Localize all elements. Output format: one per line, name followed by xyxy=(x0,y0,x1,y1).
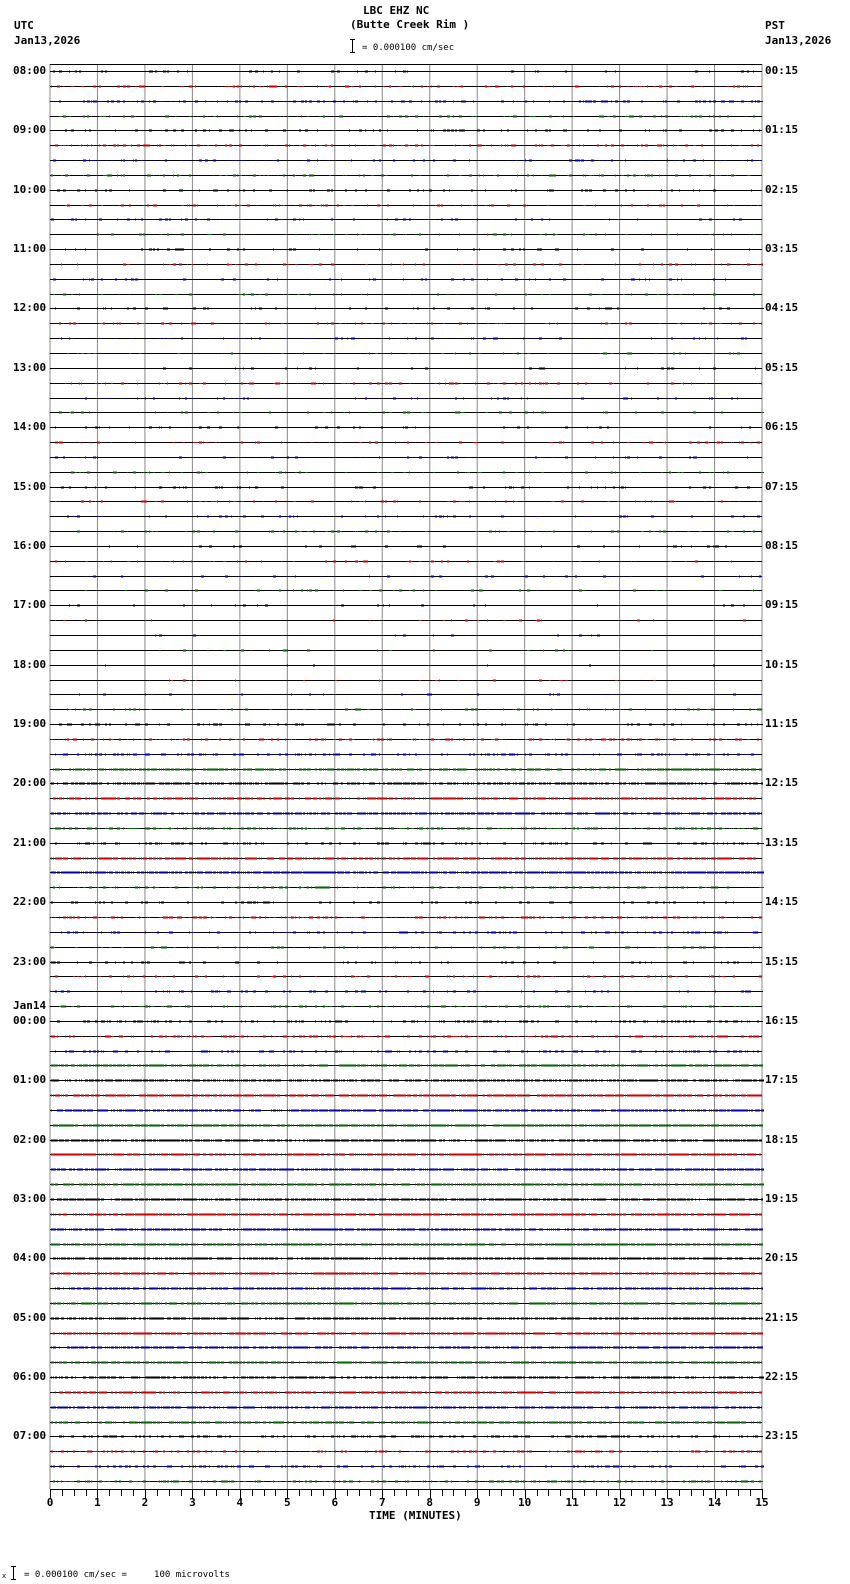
pst-hour-label: 02:15 xyxy=(765,183,799,196)
pst-hour-label: 05:15 xyxy=(765,361,799,374)
pst-hour-label: 14:15 xyxy=(765,895,799,908)
utc-hour-label: 07:00 xyxy=(13,1429,47,1442)
utc-hour-label: 13:00 xyxy=(13,361,47,374)
utc-hour-label: 18:00 xyxy=(13,658,47,671)
pst-hour-label: 18:15 xyxy=(765,1133,799,1146)
utc-hour-label: 17:00 xyxy=(13,598,47,611)
utc-hour-label: 01:00 xyxy=(13,1073,47,1086)
pst-hour-label: 04:15 xyxy=(765,301,799,314)
x-tick-label: 1 xyxy=(94,1496,101,1509)
utc-hour-label: 15:00 xyxy=(13,480,47,493)
utc-hour-label: 10:00 xyxy=(13,183,47,196)
x-tick-label: 4 xyxy=(236,1496,244,1509)
x-tick-label: 2 xyxy=(141,1496,149,1509)
left-timezone: UTC xyxy=(14,19,34,32)
pst-hour-label: 23:15 xyxy=(765,1429,799,1442)
footer-scale-bar-icon xyxy=(11,1566,16,1580)
utc-hour-label: 03:00 xyxy=(13,1192,47,1205)
utc-hour-label: 04:00 xyxy=(13,1251,47,1264)
x-tick-label: 14 xyxy=(707,1496,722,1509)
x-tick-label: 9 xyxy=(473,1496,481,1509)
pst-hour-label: 12:15 xyxy=(765,776,799,789)
pst-hour-label: 11:15 xyxy=(765,717,799,730)
pst-hour-label: 08:15 xyxy=(765,539,799,552)
pst-hour-label: 16:15 xyxy=(765,1014,799,1027)
utc-hour-label: 20:00 xyxy=(13,776,47,789)
footer-prefix: x xyxy=(2,1572,7,1580)
x-axis-label: TIME (MINUTES) xyxy=(369,1509,462,1522)
utc-hour-label: 16:00 xyxy=(13,539,47,552)
footer-scale-text: = 0.000100 cm/sec = 100 microvolts xyxy=(24,1570,230,1580)
pst-hour-label: 15:15 xyxy=(765,955,799,968)
utc-hour-label: 02:00 xyxy=(13,1133,47,1146)
right-date: Jan13,2026 xyxy=(765,34,832,47)
x-tick-label: 13 xyxy=(660,1496,674,1509)
pst-hour-label: 22:15 xyxy=(765,1370,799,1383)
x-tick-label: 0 xyxy=(46,1496,54,1509)
utc-hour-label: 09:00 xyxy=(13,123,47,136)
pst-hour-label: 21:15 xyxy=(765,1311,799,1324)
x-tick-label: 5 xyxy=(284,1496,291,1509)
utc-hour-label: 21:00 xyxy=(13,836,47,849)
site-name: (Butte Creek Rim ) xyxy=(350,18,470,31)
pst-hour-label: 19:15 xyxy=(765,1192,799,1205)
utc-hour-label: 00:00 xyxy=(13,1014,47,1027)
x-tick-label: 15 xyxy=(755,1496,769,1509)
utc-hour-label: 11:00 xyxy=(13,242,47,255)
utc-hour-label: 14:00 xyxy=(13,420,47,433)
utc-hour-label: 22:00 xyxy=(13,895,47,908)
x-tick-label: 8 xyxy=(426,1496,434,1509)
x-tick-label: 10 xyxy=(518,1496,532,1509)
utc-hour-label: 19:00 xyxy=(13,717,47,730)
utc-hour-label: 23:00 xyxy=(13,955,47,968)
pst-hour-label: 01:15 xyxy=(765,123,799,136)
pst-hour-label: 06:15 xyxy=(765,420,799,433)
x-tick-label: 6 xyxy=(331,1496,339,1509)
x-tick-label: 11 xyxy=(565,1496,579,1509)
pst-hour-label: 07:15 xyxy=(765,480,799,493)
utc-hour-label: 12:00 xyxy=(13,301,47,314)
utc-hour-label: 06:00 xyxy=(13,1370,47,1383)
pst-hour-label: 10:15 xyxy=(765,658,799,671)
left-date: Jan13,2026 xyxy=(14,34,81,47)
x-tick-label: 12 xyxy=(612,1496,627,1509)
pst-hour-label: 20:15 xyxy=(765,1251,799,1264)
pst-hour-label: 17:15 xyxy=(765,1073,799,1086)
pst-hour-label: 03:15 xyxy=(765,242,799,255)
pst-hour-label: 13:15 xyxy=(765,836,799,849)
utc-hour-label: 05:00 xyxy=(13,1311,47,1324)
x-tick-label: 3 xyxy=(189,1496,196,1509)
date-change-label: Jan14 xyxy=(13,999,47,1012)
utc-hour-label: 08:00 xyxy=(13,64,47,77)
station-title: LBC EHZ NC xyxy=(363,4,430,17)
pst-hour-label: 09:15 xyxy=(765,598,799,611)
x-tick-label: 7 xyxy=(378,1496,386,1509)
pst-hour-label: 00:15 xyxy=(765,64,799,77)
right-timezone: PST xyxy=(765,19,785,32)
scale-text: = 0.000100 cm/sec xyxy=(362,43,455,53)
